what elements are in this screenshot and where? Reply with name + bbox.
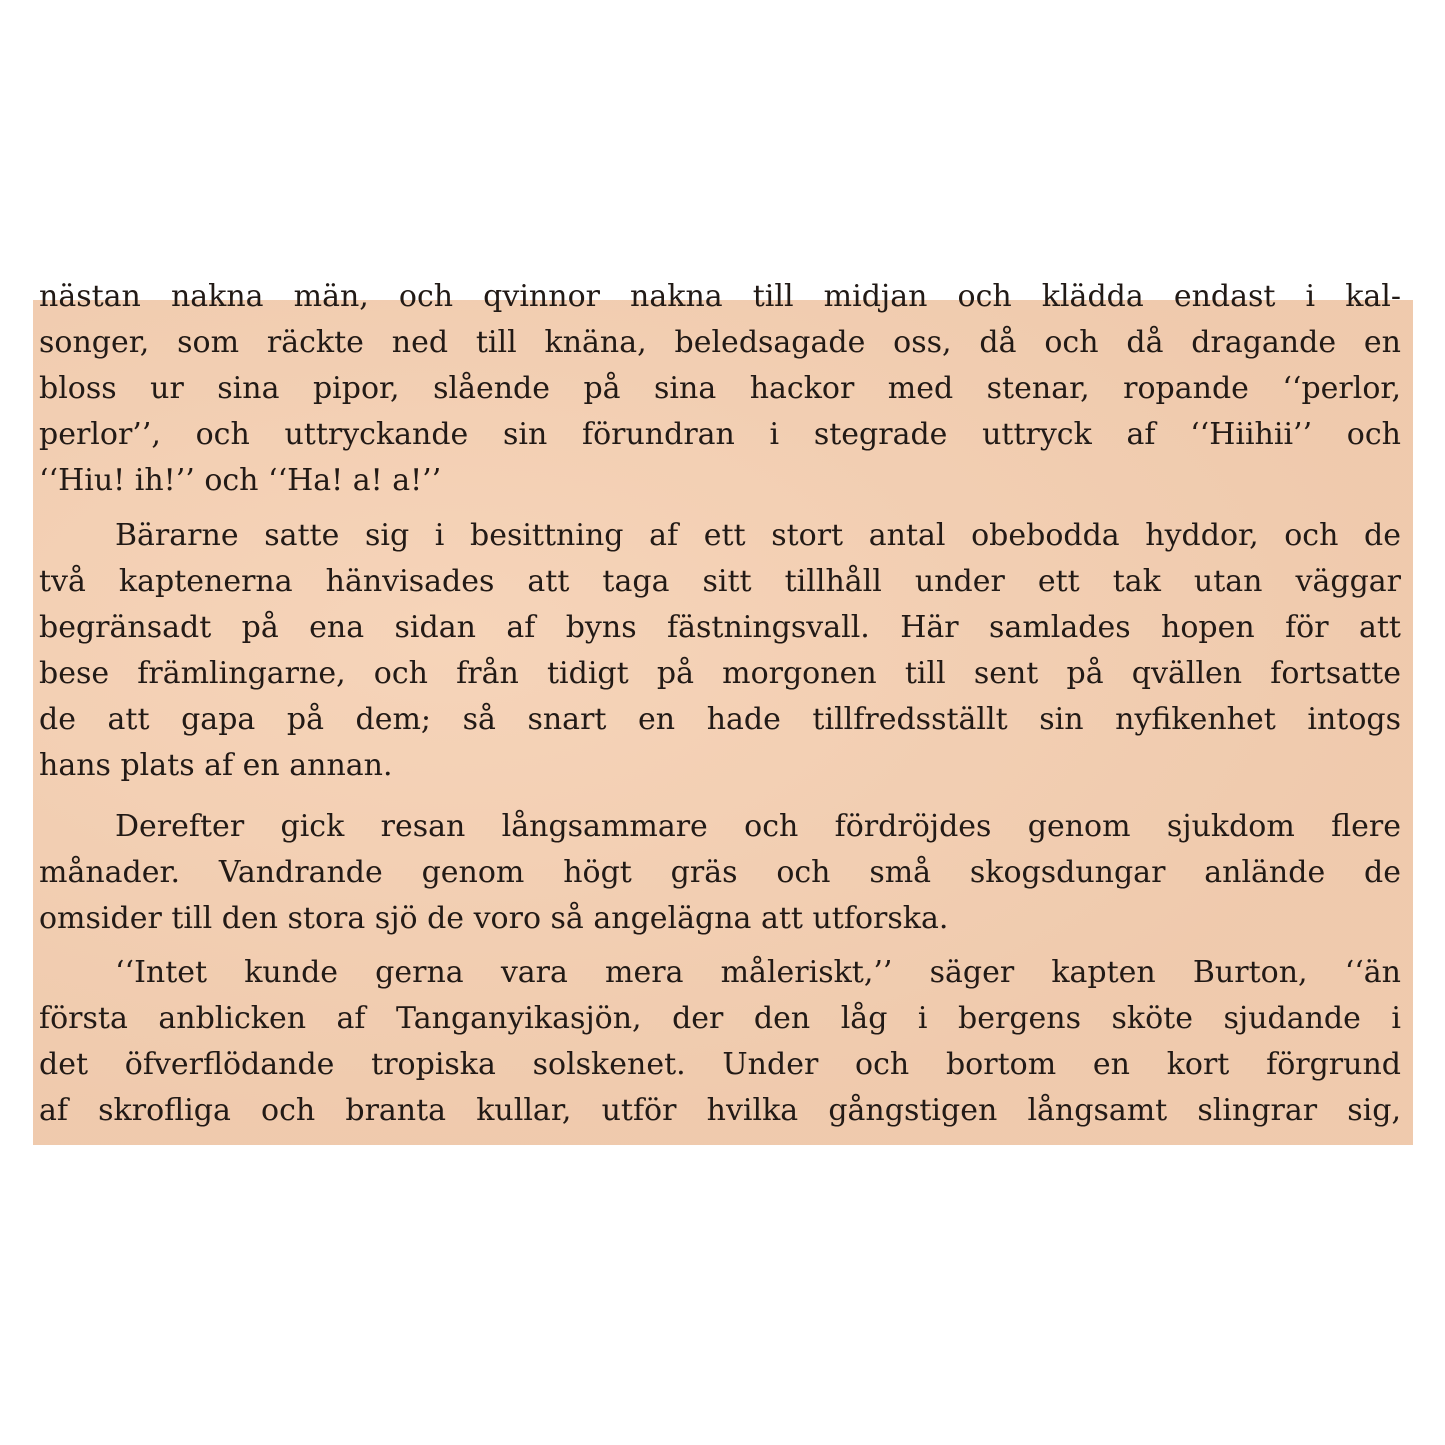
body-text (39, 274, 1401, 1134)
text-line: bese främlingarne, och från tidigt på morgonen till sent på qvällen fortsatte (39, 656, 1401, 691)
text-line: hans plats af en annan. (39, 748, 393, 783)
text-line: af skrofliga och branta kullar, utför hvilka gångstigen långsamt slingrar sig, (39, 1093, 1401, 1128)
text-line: ‘‘Hiu! ih!’’ och ‘‘Ha! a! a!’’ (39, 463, 442, 498)
text-line: perlor’’, och uttryckande sin förundran i stegrade uttryck af ‘‘Hiihii’’ och (39, 417, 1401, 452)
text-line: songer, som räckte ned till knäna, beledsagade oss, då och då dragande en (39, 325, 1401, 360)
paragraph-4 (39, 950, 1401, 1134)
text-line: två kaptenerna hänvisades att taga sitt tillhåll under ett tak utan väggar (39, 564, 1401, 599)
paragraph-1 (39, 274, 1401, 504)
text-line: det öfverflödande tropiska solskenet. Under och bortom en kort förgrund (39, 1047, 1401, 1082)
paragraph-3 (39, 804, 1401, 942)
paragraph-2 (39, 513, 1401, 789)
text-line: första anblicken af Tanganyikasjön, der den låg i bergens sköte sjudande i (39, 1001, 1401, 1036)
scanned-page (33, 279, 1413, 1145)
text-line: nästan nakna män, och qvinnor nakna till midjan och klädda endast i kal- (39, 279, 1401, 314)
text-line: omsider till den stora sjö de voro så angelägna att utforska. (39, 901, 949, 936)
text-line: begränsadt på ena sidan af byns fästningsvall. Här samlades hopen för att (39, 610, 1401, 645)
text-line: bloss ur sina pipor, slående på sina hackor med stenar, ropande ‘‘perlor, (39, 371, 1401, 406)
text-line: ‘‘Intet kunde gerna vara mera måleriskt,’’ säger kapten Burton, ‘‘än (115, 955, 1401, 990)
text-line: månader. Vandrande genom högt gräs och små skogsdungar anlände de (39, 855, 1401, 890)
text-line: Bärarne satte sig i besittning af ett stort antal obebodda hyddor, och de (115, 518, 1401, 553)
text-line: de att gapa på dem; så snart en hade tillfredsställt sin nyfikenhet intogs (39, 702, 1401, 737)
text-line: Derefter gick resan långsammare och fördröjdes genom sjukdom flere (115, 809, 1401, 844)
